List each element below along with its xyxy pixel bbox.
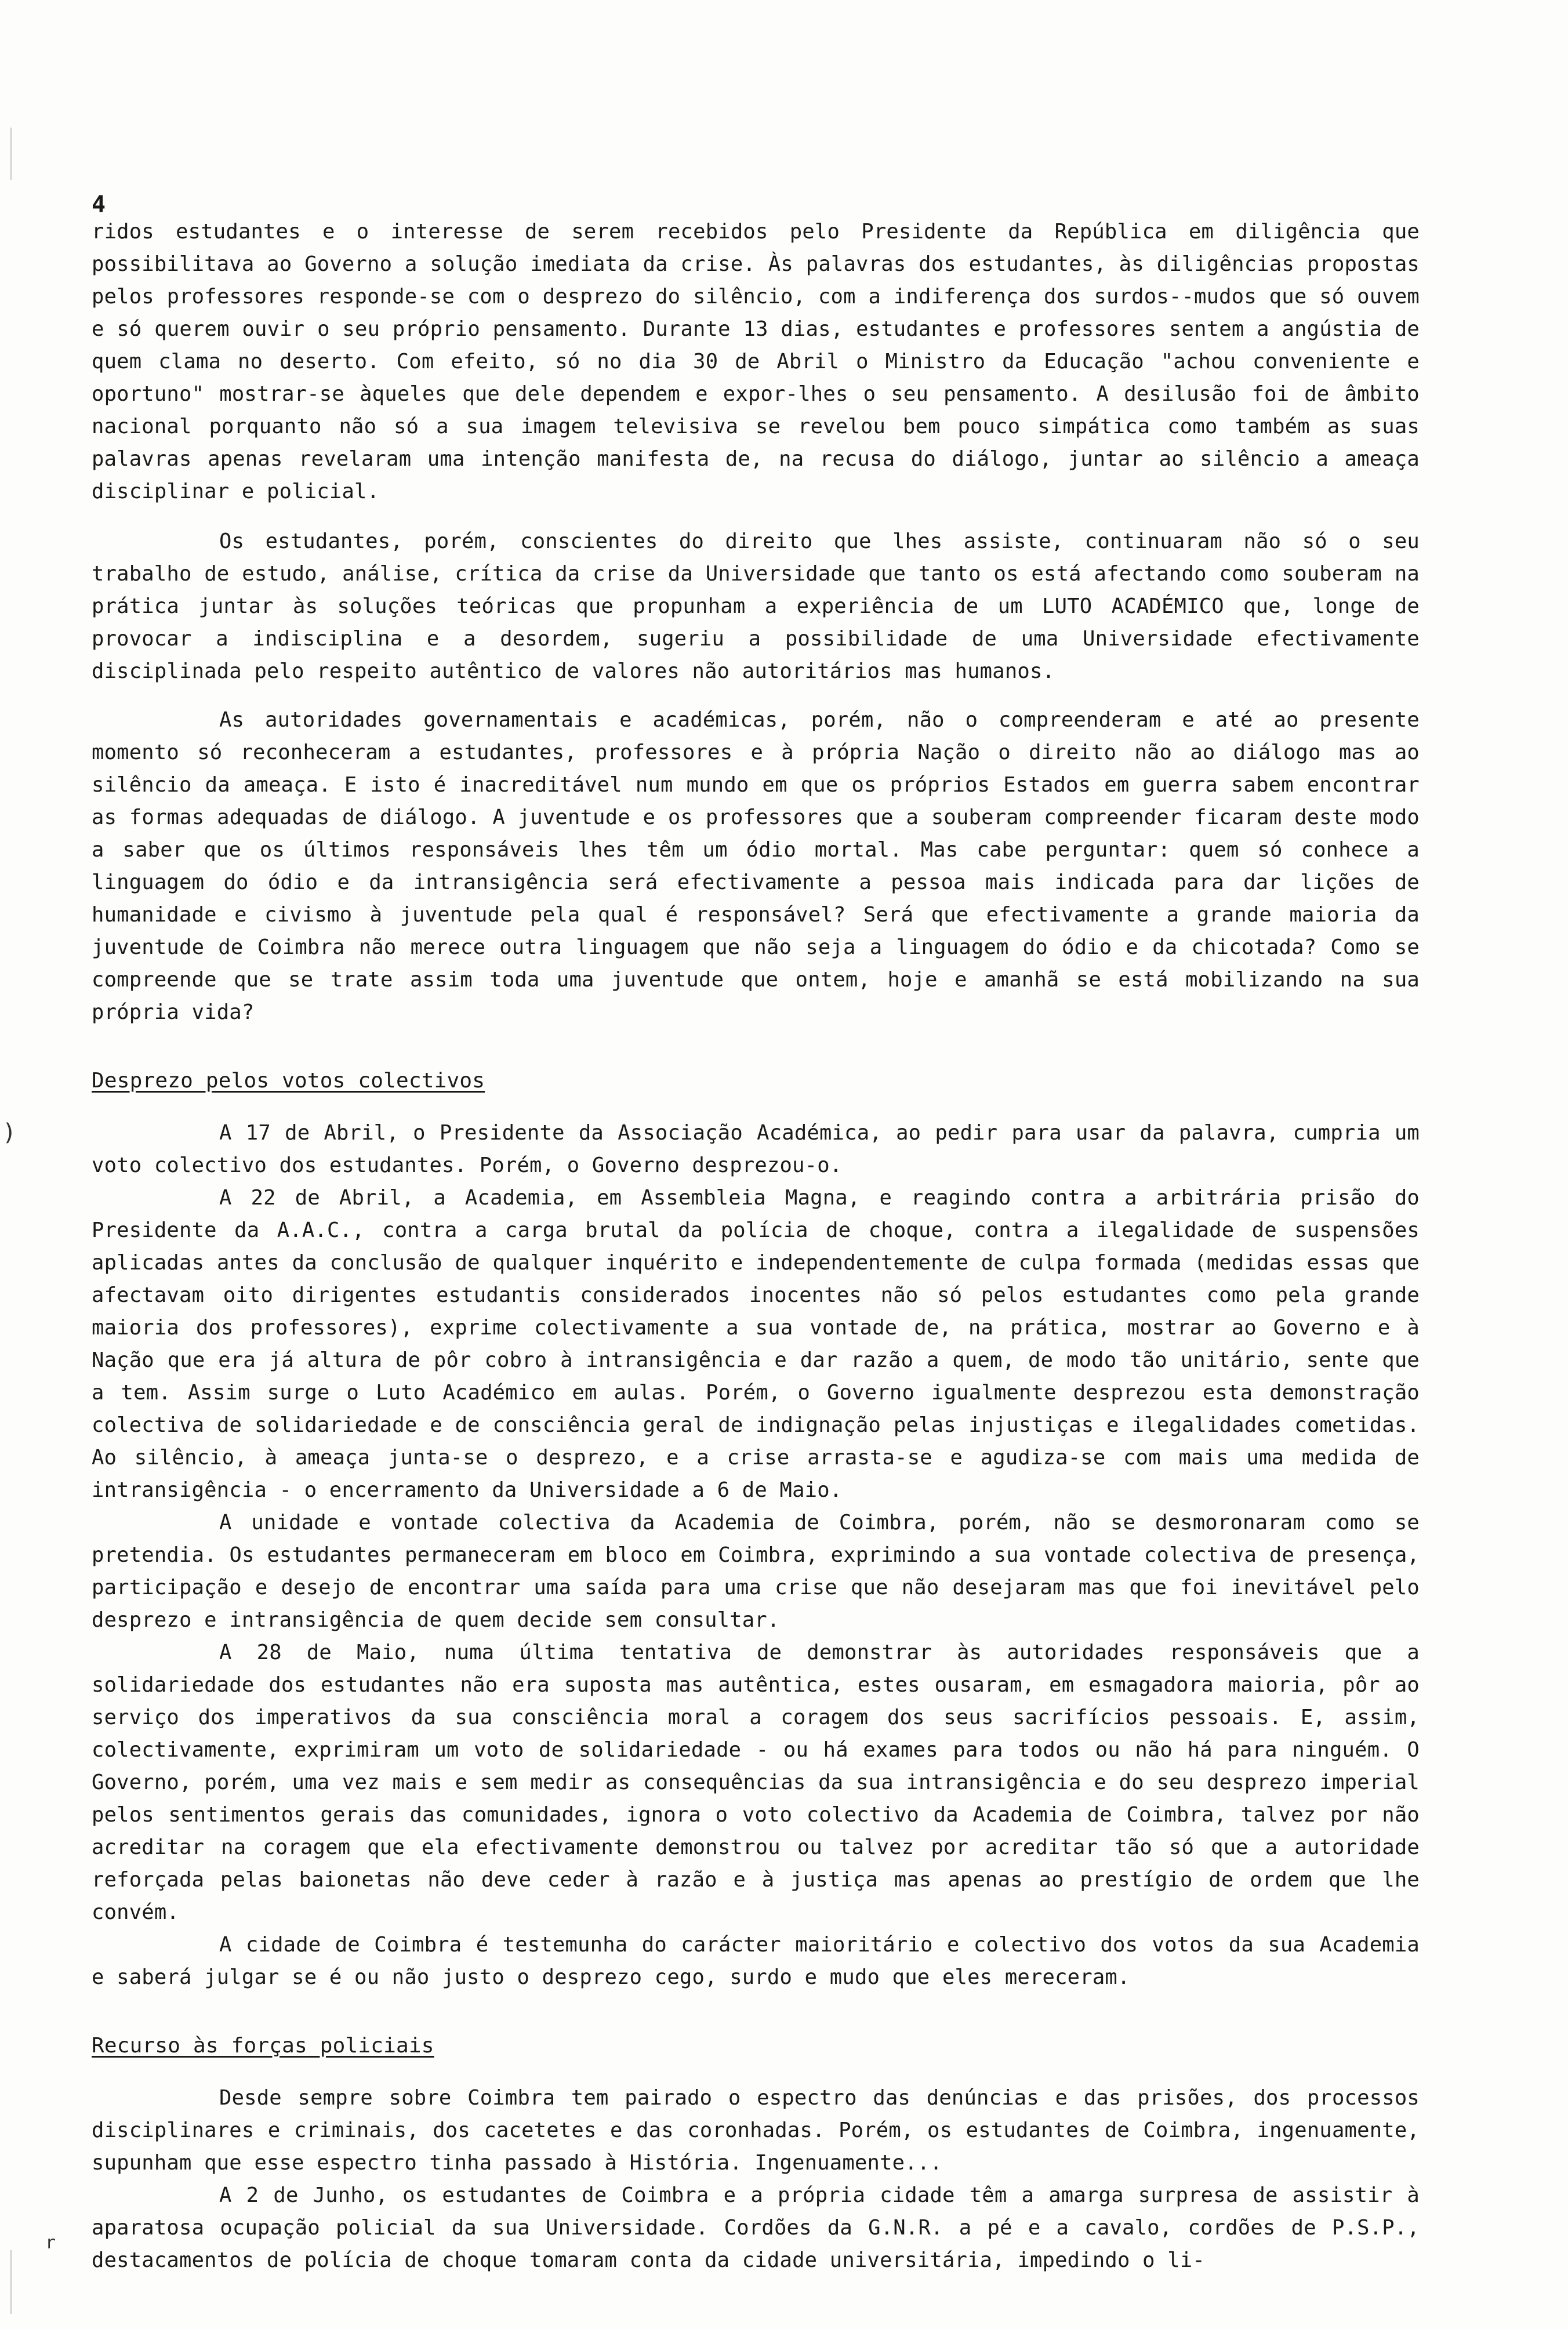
paragraph: A 28 de Maio, numa última tentativa de demonstrar às autoridades responsáveis que a solidariedade dos estudantes não era suposta mas autêntica, estes ousaram, em esmagadora maioria, pôr ao serviço dos imperativos da sua consciência moral a coragem dos seus sacrifícios pessoais. E, assim, colectivamente, exprimiram um voto de solidariedade - ou há exames para todos ou não há para ninguém. O Governo, porém, uma vez mais e sem medir as consequências da sua intransigência e do seu desprezo imperial pelos sentimentos gerais das comunidades, ignora o voto colectivo da Academia de Coimbra, talvez por não acreditar na coragem que ela efectivamente demonstrou ou talvez por acreditar tão só que a autoridade reforçada pelas baionetas não deve ceder à razão e à justiça mas apenas ao prestígio de ordem que lhe convém. xyxy=(92,1641,1420,1924)
margin-mark: ) xyxy=(2,1119,17,1146)
paragraph: As autoridades governamentais e académicas, porém, não o compreenderam e até ao presente momento só reconheceram a estudantes, professores e à própria Nação o direito não ao diálogo mas ao silêncio da ameaça. E isto é inacreditável num mundo em que os próprios Estados em guerra sabem encontrar as formas adequadas de diálogo. A juventude e os professores que a souberam compreender ficaram deste modo a saber que os últimos responsáveis lhes têm um ódio mortal. Mas cabe perguntar: quem só conhece a linguagem do ódio e da intransigência será efectivamente a pessoa mais indicada para dar lições de humanidade e civismo à juventude pela qual é responsável? Será que efectivamente a grande maioria da juventude de Coimbra não merece outra linguagem que não seja a linguagem do ódio e da chicotada? Como se compreende que se trate assim toda uma juventude que ontem, hoje e amanhã se está mobilizando na sua própria vida? xyxy=(92,708,1420,1024)
page-number: 4 xyxy=(92,191,106,218)
scan-artifact xyxy=(10,2250,12,2314)
margin-mark: r xyxy=(45,2233,56,2253)
paragraph: Os estudantes, porém, conscientes do direito que lhes assiste, continuaram não só o seu trabalho de estudo, análise, crítica da crise da Universidade que tanto os está afectando como souberam na prática juntar às soluções teóricas que propunham a experiência de um LUTO ACADÉMICO que, longe de provocar a indisciplina e a desordem, sugeriu a possibilidade de uma Universidade efectivamente disciplinada pelo respeito autêntico de valores não autoritários mas humanos. xyxy=(92,529,1420,683)
scan-artifact xyxy=(10,128,12,180)
paragraph: ridos estudantes e o interesse de serem recebidos pelo Presidente da República em diligência que possibilitava ao Governo a solução imediata da crise. Às palavras dos estudantes, às diligências propostas pelos professores responde-se com o desprezo do silêncio, com a indiferença dos surdos--mudos que só ouvem e só querem ouvir o seu próprio pensamento. Durante 13 dias, estudantes e professores sentem a angústia de quem clama no deserto. Com efeito, só no dia 30 de Abril o Ministro da Educação "achou conveniente e oportuno" mostrar-se àqueles que dele dependem e expor-lhes o seu pensamento. A desilusão foi de âmbito nacional porquanto não só a sua imagem televisiva se revelou bem pouco simpática como também as suas palavras apenas revelaram uma intenção manifesta de, na recusa do diálogo, juntar ao silêncio a ameaça disciplinar e policial. xyxy=(92,220,1420,503)
section-heading: Desprezo pelos votos colectivos xyxy=(92,1069,485,1093)
paragraph: A 17 de Abril, o Presidente da Associação Académica, ao pedir para usar da palavra, cumpria um voto colectivo dos estudantes. Porém, o Governo desprezou-o. xyxy=(92,1121,1420,1177)
paragraph: A 22 de Abril, a Academia, em Assembleia Magna, e reagindo contra a arbitrária prisão do Presidente da A.A.C., contra a carga brutal da polícia de choque, contra a ilegalidade de suspensões aplicadas antes da conclusão de qualquer inquérito e independentemente de culpa formada (medidas essas que afectavam oito dirigentes estudantis considerados inocentes não só pelos estudantes como pela grande maioria dos professores), exprime colectivamente a sua vontade de, na prática, mostrar ao Governo e à Nação que era já altura de pôr cobro à intransigência e dar razão a quem, de modo tão unitário, sente que a tem. Assim surge o Luto Académico em aulas. Porém, o Governo igualmente desprezou esta demonstração colectiva de solidariedade e de consciência geral de indignação pelas injustiças e ilegalidades cometidas. Ao silêncio, à ameaça junta-se o desprezo, e a crise arrasta-se e agudiza-se com mais uma medida de intransigência - o encerramento da Universidade a 6 de Maio. xyxy=(92,1186,1420,1502)
paragraph: A cidade de Coimbra é testemunha do carácter maioritário e colectivo dos votos da sua Academia e saberá julgar se é ou não justo o desprezo cego, surdo e mudo que eles mereceram. xyxy=(92,1933,1420,1989)
document-body xyxy=(92,216,1420,2277)
paragraph: A 2 de Junho, os estudantes de Coimbra e a própria cidade têm a amarga surpresa de assistir à aparatosa ocupação policial da sua Universidade. Cordões da G.N.R. a pé e a cavalo, cordões de P.S.P., destacamentos de polícia de choque tomaram conta da cidade universitária, impedindo o li- xyxy=(92,2183,1420,2272)
paragraph: Desde sempre sobre Coimbra tem pairado o espectro das denúncias e das prisões, dos processos disciplinares e criminais, dos cacetetes e das coronhadas. Porém, os estudantes de Coimbra, ingenuamente, supunham que esse espectro tinha passado à História. Ingenuamente... xyxy=(92,2086,1420,2175)
section-heading: Recurso às forças policiais xyxy=(92,2034,434,2058)
paragraph: A unidade e vontade colectiva da Academia de Coimbra, porém, não se desmoronaram como se pretendia. Os estudantes permaneceram em bloco em Coimbra, exprimindo a sua vontade colectiva de presença, participação e desejo de encontrar uma saída para uma crise que não desejaram mas que foi inevitável pelo desprezo e intransigência de quem decide sem consultar. xyxy=(92,1511,1420,1632)
